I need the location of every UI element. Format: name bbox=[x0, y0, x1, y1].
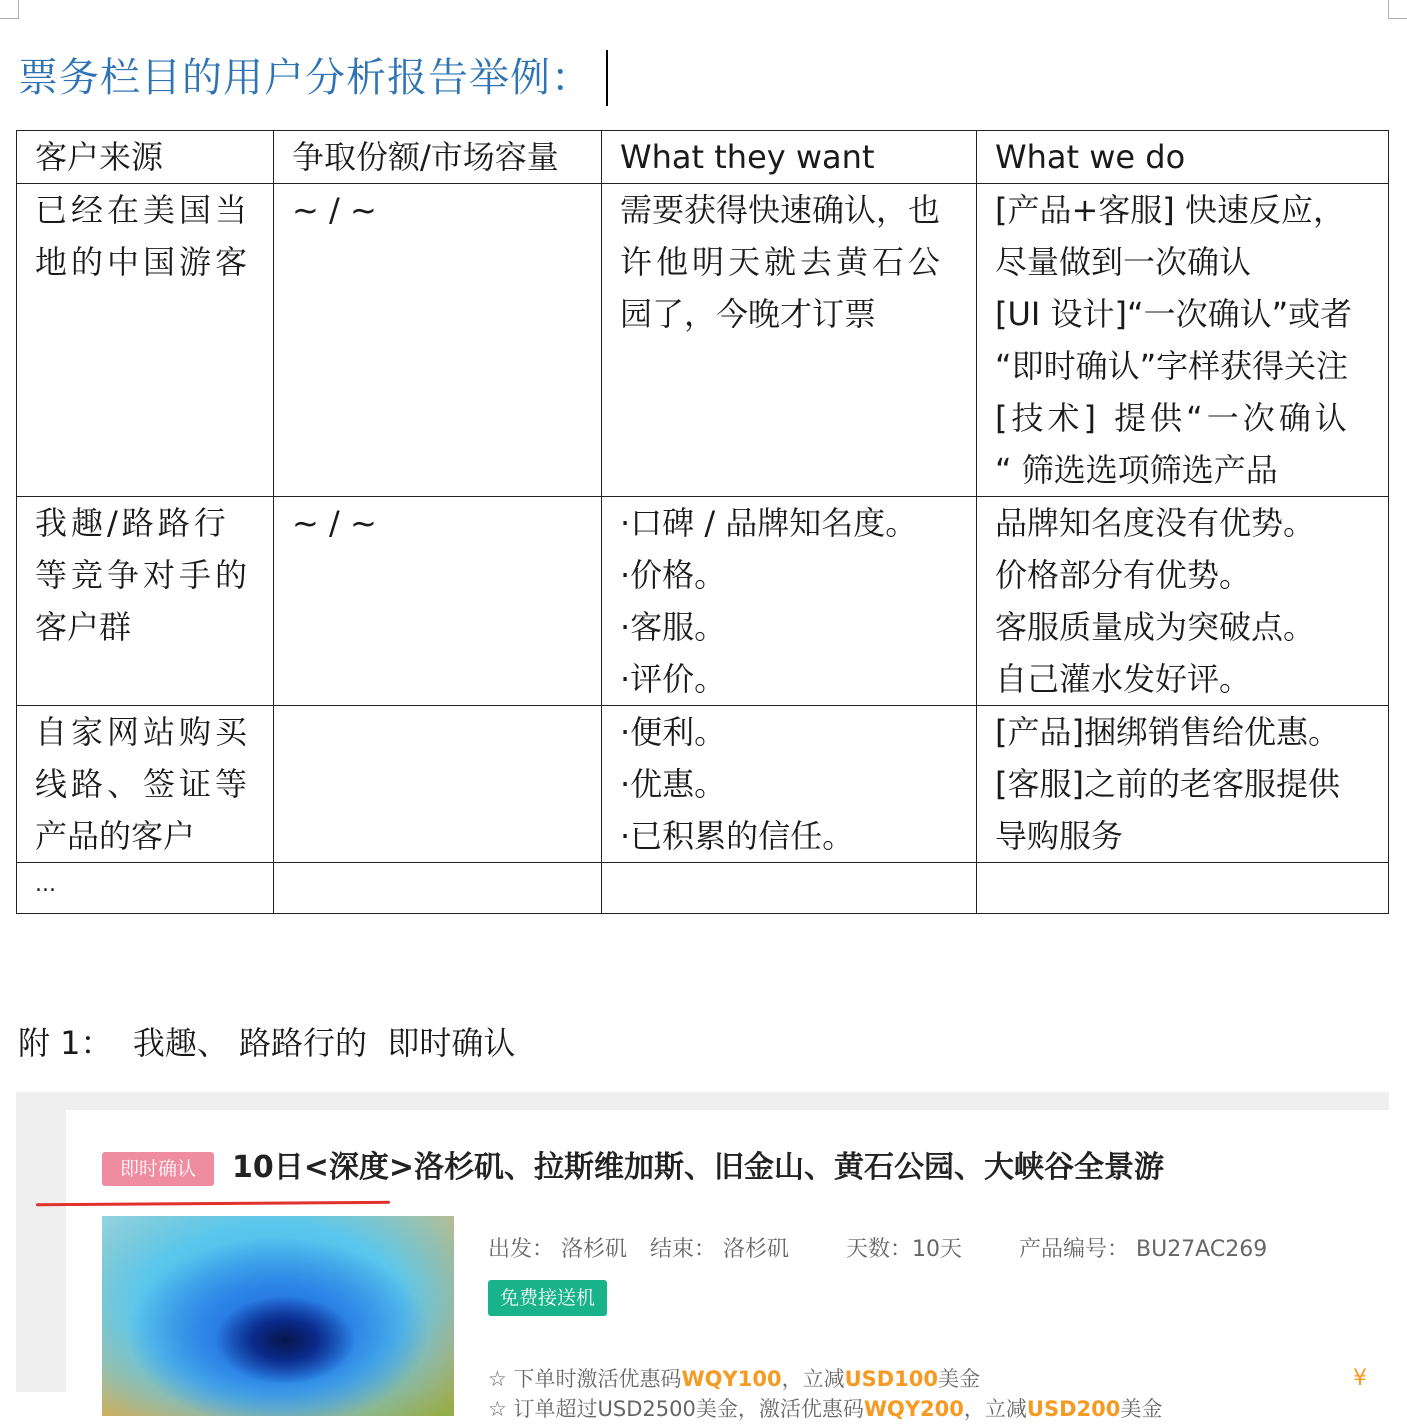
cell-want bbox=[602, 706, 977, 863]
meta-departure: 出发： 洛杉矶 bbox=[488, 1237, 627, 1262]
header-what-we-do: What we do bbox=[977, 131, 1389, 184]
cell-share bbox=[274, 863, 602, 914]
meta-end: 结束： 洛杉矶 bbox=[650, 1237, 789, 1262]
text-cursor bbox=[606, 50, 608, 106]
cell-line: ·便利。 bbox=[620, 713, 727, 751]
cell-line: 等竞争对手的 bbox=[35, 556, 252, 594]
cell-do bbox=[977, 863, 1389, 914]
cell-share bbox=[274, 497, 602, 706]
cell-line: ~ / ~ bbox=[292, 191, 377, 229]
cell-line: 自家网站购买 bbox=[35, 713, 252, 751]
promo-amount: USD100 bbox=[844, 1367, 939, 1391]
cell-share bbox=[274, 184, 602, 497]
promo-text: ☆ 下单时激活优惠码 bbox=[488, 1367, 682, 1391]
appendix-heading: 附 1： 我趣、 路路行的 即时确认 bbox=[18, 1024, 516, 1062]
cell-line: ·已积累的信任。 bbox=[620, 817, 855, 855]
promo-text: ，立减 bbox=[963, 1397, 1027, 1421]
product-card bbox=[66, 1110, 1389, 1421]
header-customer-source: 客户来源 bbox=[17, 131, 274, 184]
user-analysis-table bbox=[16, 130, 1389, 914]
cell-line: 线路、签证等 bbox=[35, 765, 252, 803]
cell-line: 产品的客户 bbox=[35, 817, 196, 855]
red-annotation-underline bbox=[36, 1201, 390, 1206]
promo-line-2 bbox=[488, 1394, 1162, 1424]
cell-line: [UI 设计]“一次确认”或者 bbox=[995, 295, 1353, 333]
header-what-they-want: What they want bbox=[602, 131, 977, 184]
page-corner-mark-left bbox=[0, 0, 19, 19]
product-title[interactable]: 10日<深度>洛杉矶、拉斯维加斯、旧金山、黄石公园、大峡谷全景游 bbox=[232, 1150, 1165, 1185]
cell-line: ·评价。 bbox=[620, 660, 727, 698]
meta-product-code: 产品编号： BU27AC269 bbox=[1019, 1237, 1268, 1262]
table-row bbox=[17, 863, 1389, 914]
cell-line: 客服质量成为突破点。 bbox=[995, 608, 1316, 646]
cell-line: ·价格。 bbox=[620, 556, 727, 594]
cell-line: 已经在美国当 bbox=[35, 191, 252, 229]
table-header-row bbox=[17, 131, 1389, 184]
cell-line: 需要获得快速确认，也 bbox=[620, 191, 941, 229]
cell-want bbox=[602, 497, 977, 706]
cell-want bbox=[602, 184, 977, 497]
cell-do bbox=[977, 706, 1389, 863]
promo-code: WQY200 bbox=[863, 1397, 964, 1421]
header-share-market: 争取份额/市场容量 bbox=[274, 131, 602, 184]
cell-line: ·口碑 / 品牌知名度。 bbox=[620, 504, 918, 542]
document-title bbox=[18, 50, 608, 106]
promo-amount: USD200 bbox=[1026, 1397, 1121, 1421]
cell-line: ~ / ~ bbox=[292, 504, 377, 542]
cell-line: 我趣/路路行 bbox=[35, 504, 230, 542]
cell-do bbox=[977, 184, 1389, 497]
cell-source bbox=[17, 863, 274, 914]
cell-line: ·优惠。 bbox=[620, 765, 727, 803]
cell-line: ... bbox=[35, 872, 56, 897]
cell-line: 许他明天就去黄石公 bbox=[620, 243, 945, 281]
promo-text: 美金 bbox=[1120, 1397, 1163, 1421]
cell-line: 尽量做到一次确认 bbox=[995, 243, 1252, 281]
cell-line: 自己灌水发好评。 bbox=[995, 660, 1252, 698]
cell-source bbox=[17, 497, 274, 706]
cell-line: 价格部分有优势。 bbox=[995, 556, 1252, 594]
embedded-product-screenshot bbox=[16, 1092, 1389, 1421]
cell-line: [客服]之前的老客服提供 bbox=[995, 765, 1340, 803]
cell-line: “ 筛选选项筛选产品 bbox=[995, 451, 1278, 489]
cell-want bbox=[602, 863, 977, 914]
instant-confirm-badge: 即时确认 bbox=[102, 1152, 214, 1186]
table-row bbox=[17, 497, 1389, 706]
product-photo[interactable] bbox=[102, 1216, 454, 1416]
cell-line: [技术] 提供“一次确认 bbox=[995, 399, 1351, 437]
document-title-text: 票务栏目的用户分析报告举例： bbox=[18, 55, 592, 101]
page-corner-mark-right bbox=[1388, 0, 1407, 19]
promo-text: ☆ 订单超过USD2500美金，激活优惠码 bbox=[488, 1397, 864, 1421]
free-pickup-tag: 免费接送机 bbox=[488, 1280, 607, 1316]
cell-do bbox=[977, 497, 1389, 706]
promo-line-1 bbox=[488, 1364, 980, 1394]
table-row bbox=[17, 706, 1389, 863]
cell-line: [产品]捆绑销售给优惠。 bbox=[995, 713, 1340, 751]
cell-line: 客户群 bbox=[35, 608, 132, 646]
price-symbol: ¥ bbox=[1353, 1366, 1367, 1391]
cell-source bbox=[17, 706, 274, 863]
cell-line: [产品+客服] 快速反应， bbox=[995, 191, 1345, 229]
meta-days: 天数：10天 bbox=[846, 1237, 962, 1262]
cell-share bbox=[274, 706, 602, 863]
cell-line: 园了，今晚才订票 bbox=[620, 295, 877, 333]
promo-text: 美金 bbox=[938, 1367, 981, 1391]
product-meta bbox=[488, 1234, 1283, 1266]
table-row bbox=[17, 184, 1389, 497]
cell-line: “即时确认”字样获得关注 bbox=[995, 347, 1349, 385]
promo-code: WQY100 bbox=[681, 1367, 782, 1391]
cell-line: 地的中国游客 bbox=[35, 243, 252, 281]
cell-line: 品牌知名度没有优势。 bbox=[995, 504, 1316, 542]
cell-line: ·客服。 bbox=[620, 608, 727, 646]
cell-line: 导购服务 bbox=[995, 817, 1124, 855]
cell-source bbox=[17, 184, 274, 497]
promo-text: ，立减 bbox=[781, 1367, 845, 1391]
